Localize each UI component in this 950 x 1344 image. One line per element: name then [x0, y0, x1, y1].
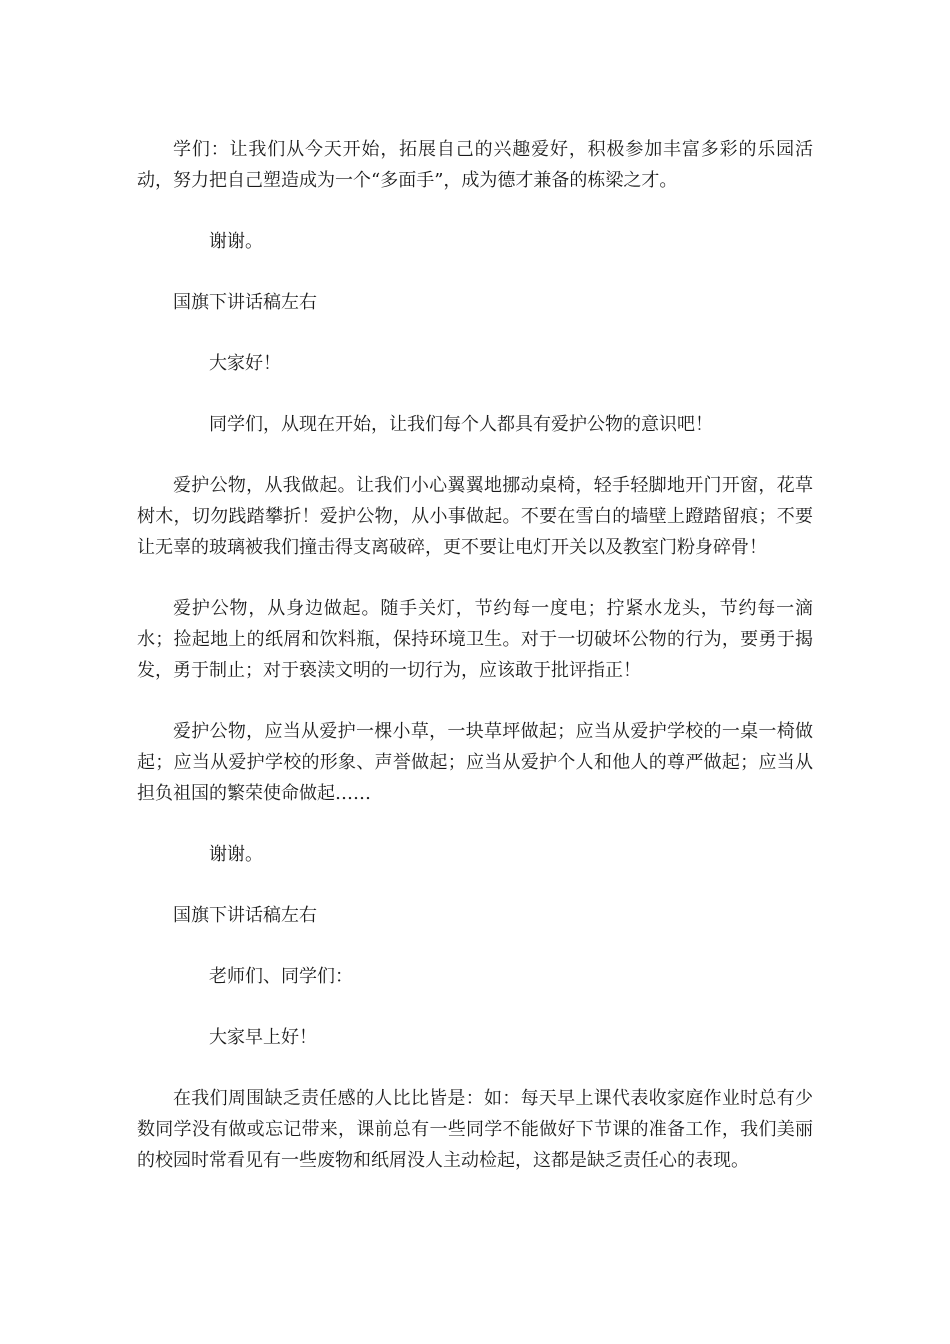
greeting: 大家早上好！ [209, 1027, 317, 1048]
paragraph-around-us: 爱护公物，从身边做起。随手关灯，节约每一度电；拧紧水龙头，节约每一滴水；捡起地上的纸屑和饮料瓶，保持环境卫生。对于一切破坏公物的行为，要勇于揭发，勇于制止；对于亵渎文明的一切行为，应该敢于批评指正！ [137, 598, 813, 681]
paragraph-start-with-me: 爱护公物，从我做起。让我们小心翼翼地挪动桌椅，轻手轻脚地开门开窗，花草树木，切勿践踏攀折！爱护公物，从小事做起。不要在雪白的墙壁上蹬踏留痕；不要让无辜的玻璃被我们撞击得支离破碎，更不要让电灯开关以及教室门粉身碎骨！ [137, 475, 813, 558]
greeting: 大家好！ [209, 353, 281, 374]
paragraph-intro: 同学们，从现在开始，让我们每个人都具有爱护公物的意识吧！ [209, 414, 713, 435]
document-body [137, 134, 813, 1206]
paragraph-responsibility: 在我们周围缺乏责任感的人比比皆是：如：每天早上课代表收家庭作业时总有少数同学没有做或忘记带来，课前总有一些同学不能做好下节课的准备工作，我们美丽的校园时常看见有一些废物和纸屑没人主动检起，这都是缺乏责任心的表现。 [137, 1088, 813, 1171]
paragraph-hobbies: 学们：让我们从今天开始，拓展自己的兴趣爱好，积极参加丰富多彩的乐园活动，努力把自己塑造成为一个“多面手”，成为德才兼备的栋梁之才。 [137, 139, 813, 191]
salutation: 老师们、同学们： [209, 966, 353, 987]
paragraph-should: 爱护公物，应当从爱护一棵小草，一块草坪做起；应当从爱护学校的一桌一椅做起；应当从爱护学校的形象、声誉做起；应当从爱护个人和他人的尊严做起；应当从担负祖国的繁荣使命做起…… [137, 721, 813, 804]
speech-heading: 国旗下讲话稿左右 [173, 905, 317, 926]
closing-thanks: 谢谢。 [209, 844, 263, 865]
closing-thanks: 谢谢。 [209, 231, 263, 252]
speech-heading: 国旗下讲话稿左右 [173, 292, 317, 313]
